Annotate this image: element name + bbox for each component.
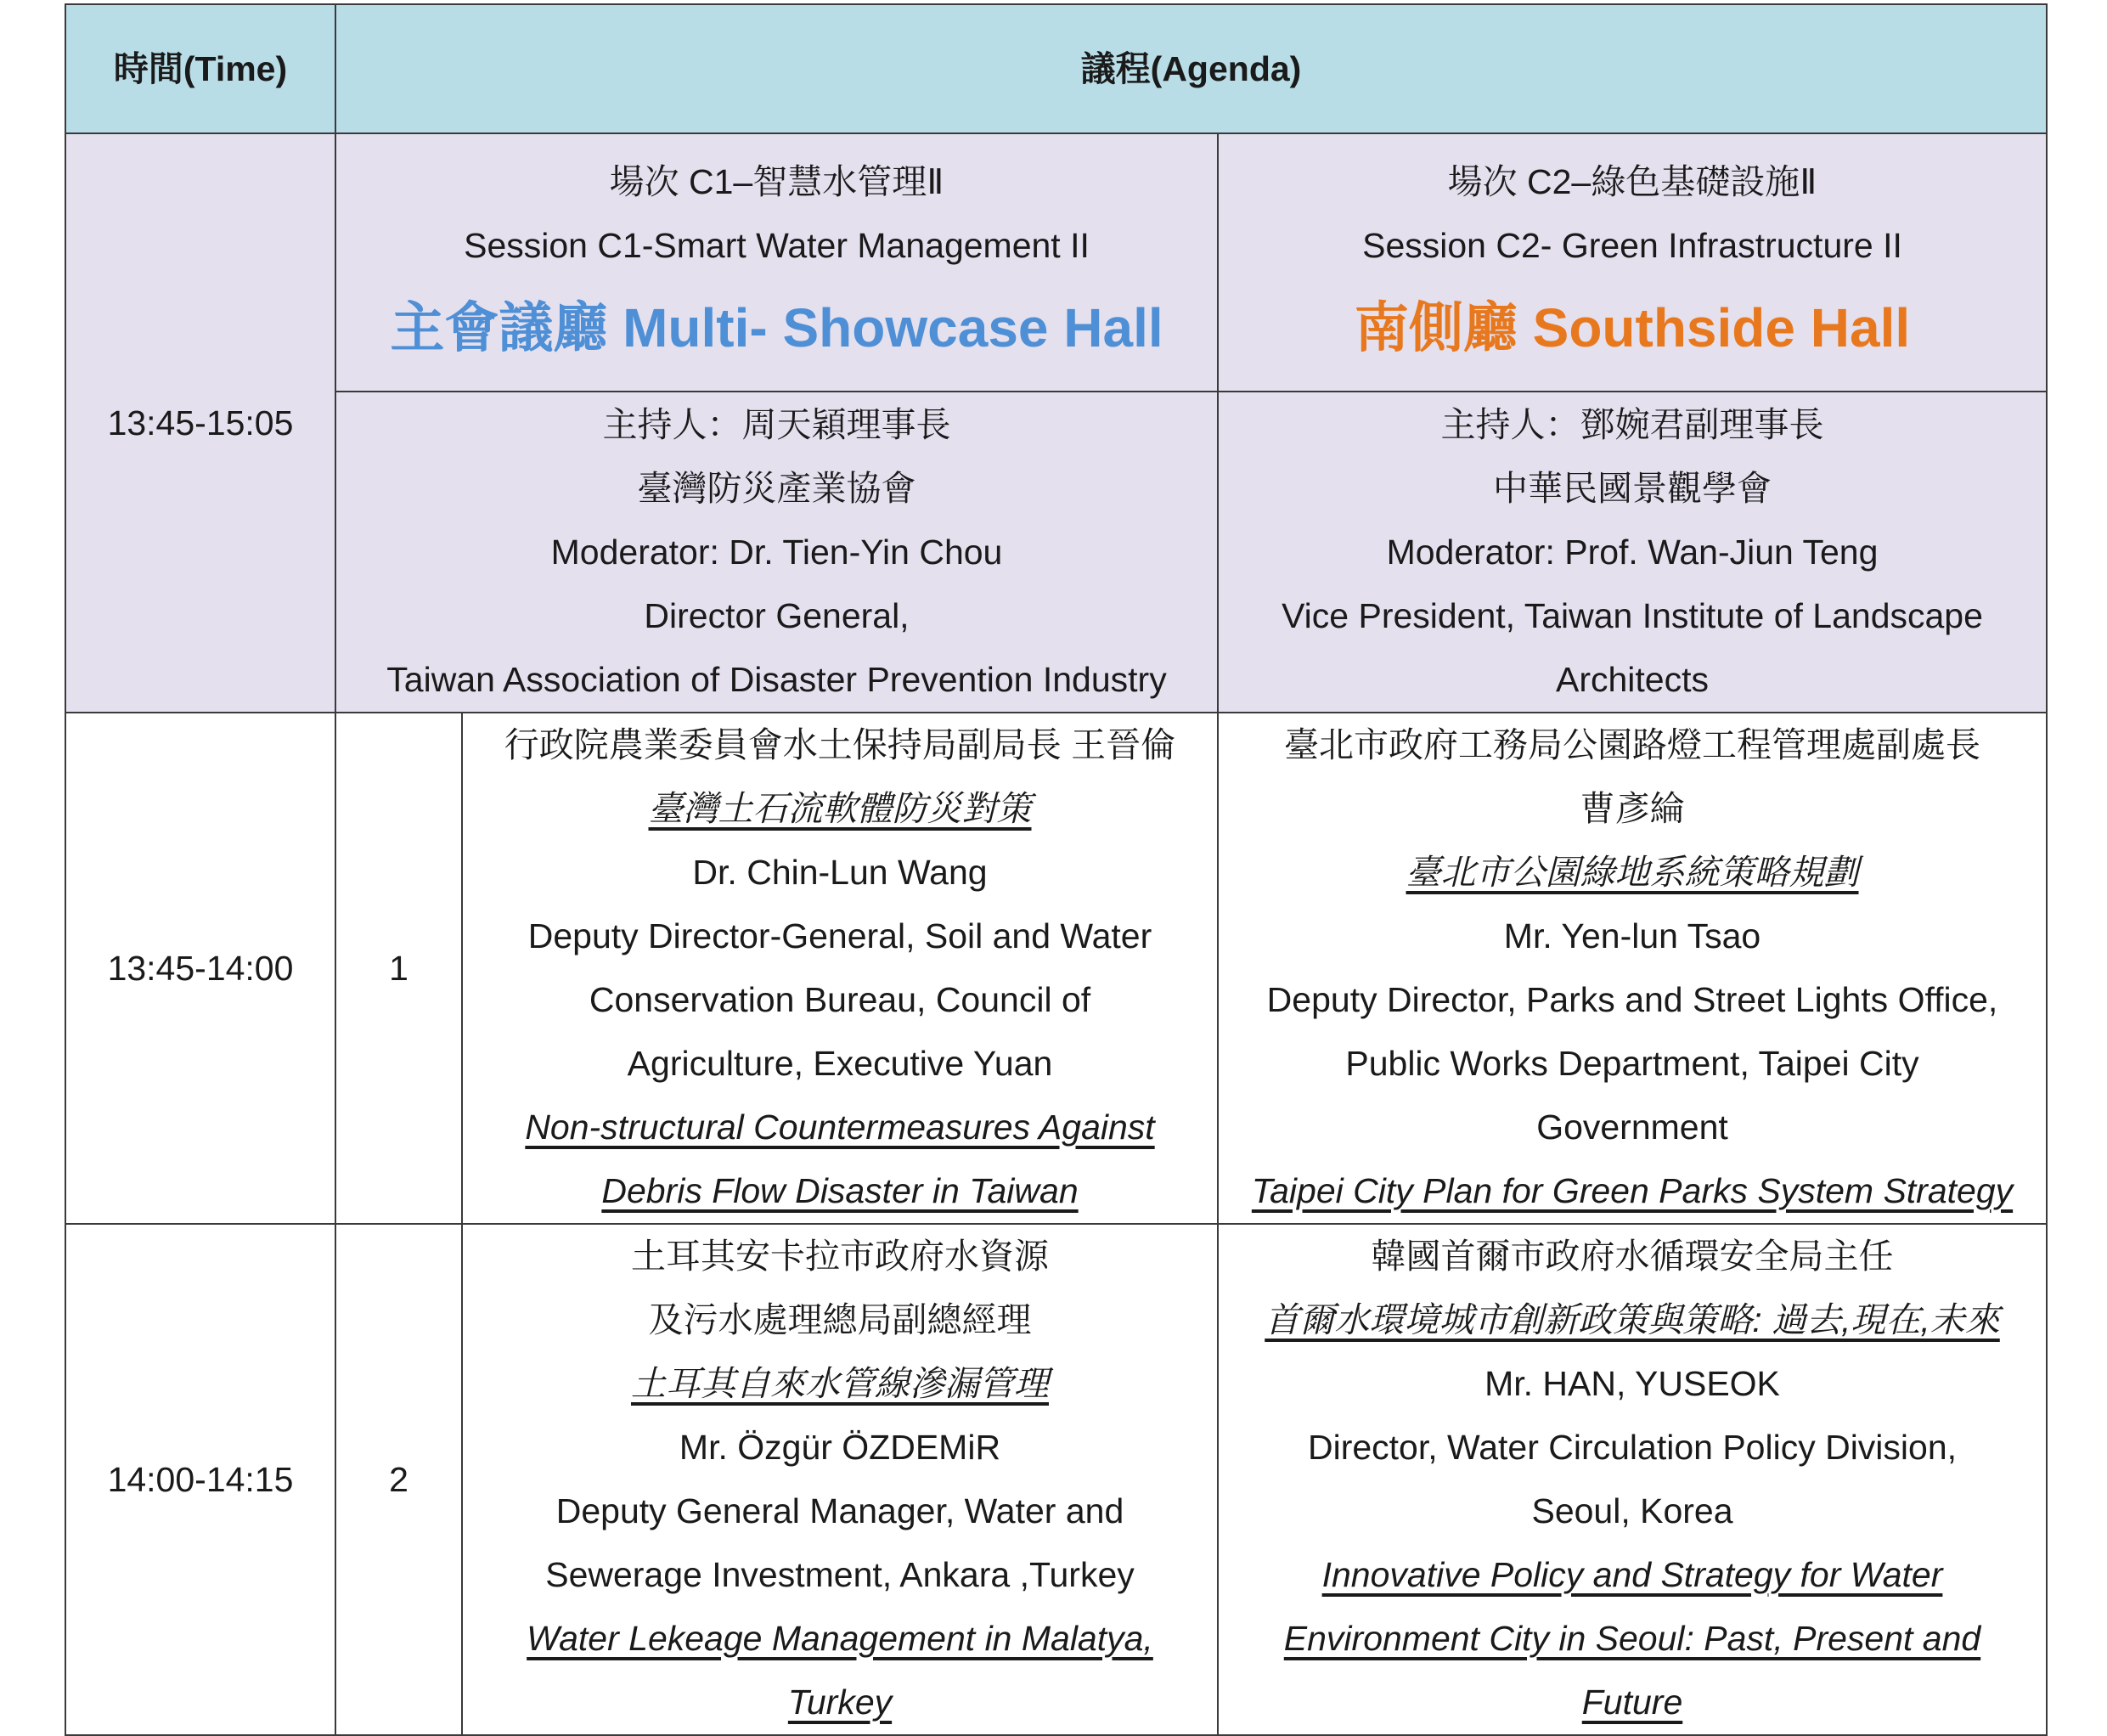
c2-moderator-en: Moderator: Prof. Wan-Jiun Teng [1386,532,1879,572]
talk-2-c2-topic-en-1: Innovative Policy and Strategy for Water [1321,1555,1943,1594]
c1-org-en: Taiwan Association of Disaster Prevention Industry [386,659,1167,699]
talk-1-c1 [462,713,1218,1224]
session-c2-title-en: Session C2- Green Infrastructure II [1362,226,1902,265]
session-c2-hall: 南側廳 Southside Hall [1354,297,1911,358]
session-c2-title [1218,133,2047,392]
talk-2-c2-title-en-2: Seoul, Korea [1531,1491,1733,1530]
talk-1-c2-title-en-2: Public Works Department, Taipei City [1345,1044,1919,1083]
talk-2-c2-topic-en-2: Environment City in Seoul: Past, Present and [1283,1619,1981,1658]
talk-2-c1-speaker-en: Mr. Özgür ÖZDEMiR [679,1428,1001,1467]
talk-2-c1-title-en-1: Deputy General Manager, Water and [555,1491,1124,1530]
talk-2-c1-speaker-zh-1: 土耳其安卡拉市政府水資源 [631,1237,1049,1276]
talk-2-c1-speaker-zh-2: 及污水處理總局副總經理 [648,1300,1032,1339]
session-c1-title [335,133,1218,392]
header-row [65,4,2047,133]
talk-2-c1-topic-zh: 土耳其自來水管線滲漏管理 [631,1364,1049,1403]
talk-2-c1 [462,1224,1218,1735]
c2-moderator-zh: 主持人：鄧婉君副理事長 [1440,404,1824,444]
talk-1-c2 [1218,713,2047,1224]
talk-1-c2-speaker-en: Mr. Yen-lun Tsao [1503,916,1761,955]
session-title-row [65,133,2047,392]
talk-1-c1-topic-en-2: Debris Flow Disaster in Taiwan [601,1171,1079,1210]
talk-1-c2-topic-en: Taipei City Plan for Green Parks System Strategy [1251,1171,2014,1210]
c2-role-en-2: Architects [1556,659,1709,699]
talk-1-c1-speaker-en: Dr. Chin-Lun Wang [692,853,988,892]
session-c1-title-en: Session C1-Smart Water Management II [464,226,1090,265]
talk-1-c1-title-en-3: Agriculture, Executive Yuan [627,1044,1053,1083]
talk-1-c1-topic-zh: 臺灣土石流軟體防災對策 [648,789,1032,828]
talk-1-c2-topic-zh: 臺北市公園綠地系統策略規劃 [1406,853,1859,892]
talk-1-time: 13:45-14:00 [65,713,335,1224]
talk-2-c2-topic-zh: 首爾水環境城市創新政策與策略: 過去,現在,未來 [1265,1300,2000,1339]
c1-moderator-en: Moderator: Dr. Tien-Yin Chou [550,532,1003,572]
session-c1-moderator [335,392,1218,713]
talk-row-1 [65,713,2047,1224]
talk-1-c1-topic-en-1: Non-structural Countermeasures Against [525,1108,1155,1147]
header-agenda: 議程(Agenda) [335,4,2047,133]
c2-org-zh: 中華民國景觀學會 [1493,468,1772,508]
talk-2-c2 [1218,1224,2047,1735]
talk-1-c2-speaker-zh-1: 臺北市政府工務局公園路燈工程管理處副處長 [1284,725,1980,764]
talk-1-c1-speaker-zh: 行政院農業委員會水土保持局副局長 王晉倫 [504,725,1176,764]
talk-row-2 [65,1224,2047,1735]
c1-role-en: Director General, [644,595,910,635]
agenda-table [65,3,2048,1736]
talk-1-c2-title-en-3: Government [1536,1108,1728,1147]
moderator-row [65,392,2047,713]
session-c1-title-zh: 場次 C1–智慧水管理Ⅱ [609,162,944,201]
session-c2-moderator [1218,392,2047,713]
talk-2-c2-speaker-zh: 韓國首爾市政府水循環安全局主任 [1371,1237,1894,1276]
talk-2-time: 14:00-14:15 [65,1224,335,1735]
talk-2-c1-title-en-2: Sewerage Investment, Ankara ,Turkey [545,1555,1135,1594]
c2-role-en-1: Vice President, Taiwan Institute of Landscape [1282,595,1983,635]
talk-1-c2-speaker-zh-2: 曹彥綸 [1580,789,1685,828]
session-c2-title-zh: 場次 C2–綠色基礎設施Ⅱ [1447,162,1817,201]
talk-1-c2-title-en-1: Deputy Director, Parks and Street Lights Office, [1266,980,1998,1019]
session-c1-hall: 主會議廳 Multi- Showcase Hall [390,297,1163,358]
talk-2-c2-speaker-en: Mr. HAN, YUSEOK [1484,1364,1780,1403]
talk-1-c1-title-en-2: Conservation Bureau, Council of [589,980,1091,1019]
talk-2-c2-title-en-1: Director, Water Circulation Policy Division, [1307,1428,1958,1467]
talk-2-c2-topic-en-3: Future [1581,1682,1683,1722]
c1-moderator-zh: 主持人：周天穎理事長 [602,404,951,444]
talk-2-c1-topic-en-1: Water Lekeage Management in Malatya, [527,1619,1153,1658]
talk-1-number: 1 [335,713,462,1224]
session-time: 13:45-15:05 [65,133,335,713]
talk-2-number: 2 [335,1224,462,1735]
talk-1-c1-title-en-1: Deputy Director-General, Soil and Water [527,916,1152,955]
c1-org-zh: 臺灣防災產業協會 [637,468,916,508]
talk-2-c1-topic-en-2: Turkey [787,1682,893,1722]
header-time: 時間(Time) [65,4,335,133]
